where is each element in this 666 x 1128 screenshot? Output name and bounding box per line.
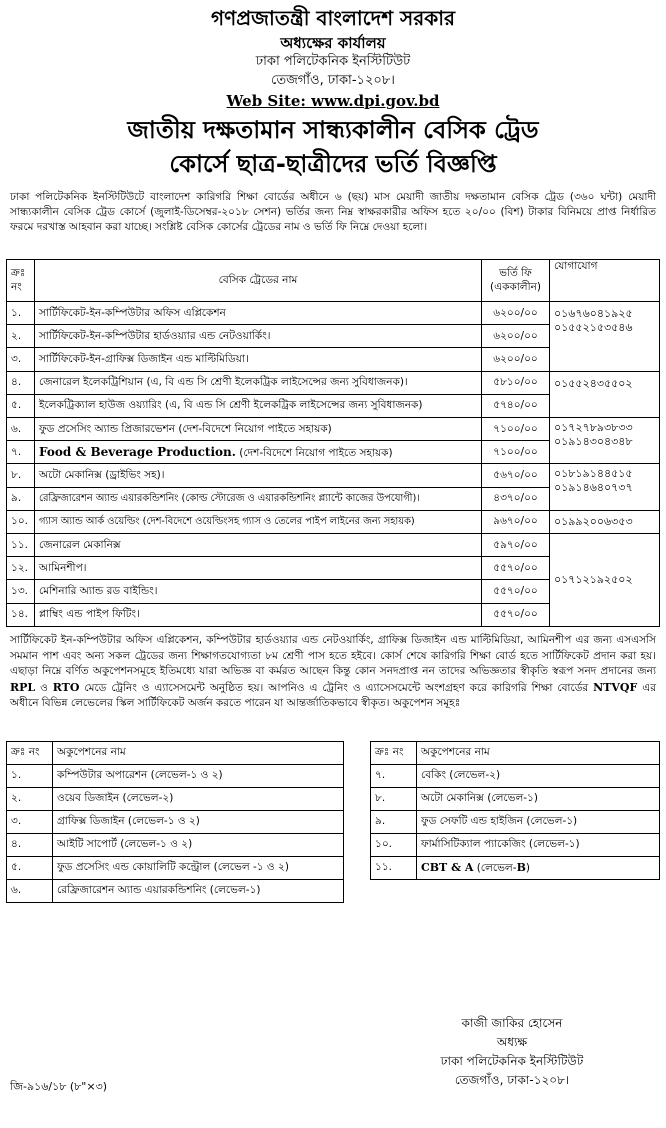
level-letter: B <box>516 860 526 874</box>
occupation-serial: ৫. <box>7 857 53 880</box>
signatory-designation: অধ্যক্ষ <box>496 1035 528 1049</box>
occupation-name: গ্রাফিক্স ডিজাইন (লেভেল-১ ও ২) <box>53 811 344 834</box>
row-serial: ১৩. <box>7 580 35 603</box>
table-row <box>371 788 660 811</box>
notice-title-line2: কোর্সে ছাত্র-ছাত্রীদের ভর্তি বিজ্ঞপ্তি <box>169 150 497 178</box>
row-serial: ১১. <box>7 534 35 557</box>
occupation-name: রেফ্রিজারেশন অ্যান্ড এয়ারকন্ডিশনিং (লেভেল-১) <box>53 880 344 903</box>
occupations-table-right <box>370 741 660 880</box>
row-trade-name: গ্যাস অ্যান্ড আর্ক ওয়েল্ডিং (দেশ-বিদেশে ওয়েল্ডিংসহ গ্যাস ও তেলের পাইপ লাইনের জন্য সহায়ক) <box>35 510 482 533</box>
table-row <box>371 857 660 880</box>
row-serial: ৪. <box>7 371 35 394</box>
contact-cell: ০১৯৯২০০৬৩৫৩ <box>550 510 660 533</box>
occupation-name: ফার্মাসিটিক্যাল প্যাকেজিং (লেভেল-১) <box>417 834 660 857</box>
header-contact: যোগাযোগ <box>550 260 660 302</box>
table-row <box>371 811 660 834</box>
trades-table <box>6 259 660 627</box>
table-row <box>7 811 344 834</box>
header-fee: ভর্তি ফি (এককালীন) <box>482 260 550 302</box>
paragraph-text: এর অধীনে বিভিন্ন লেভেলের স্কিল সার্টিফিকেট অর্জন করতে পারেন যা আন্তর্জাতিকভাবে স্বীকৃত। অকুপেশন সমূহঃ <box>10 681 656 709</box>
table-row <box>371 834 660 857</box>
table-row <box>7 371 660 394</box>
row-trade-name: প্লাম্বিং এন্ড পাইপ ফিটিং। <box>35 603 482 626</box>
occupation-serial: ৮. <box>371 788 417 811</box>
level-close: ) <box>525 861 530 874</box>
occupation-serial: ৪. <box>7 834 53 857</box>
trade-name-english: Food & Beverage Production. <box>39 444 236 459</box>
row-fee: ৭১০০/০০ <box>482 418 550 441</box>
office-name: অধ্যক্ষের কার্যালয় <box>280 34 386 52</box>
header-serial: ক্রঃ নং <box>371 742 417 765</box>
row-serial: ১. <box>7 302 35 325</box>
header-occupation-name: অকুপেশনের নাম <box>417 742 660 765</box>
occupation-name: ফুড সেফটি এন্ড হাইজিন (লেভেল-১) <box>417 811 660 834</box>
occupation-serial: ৯. <box>371 811 417 834</box>
contact-cell: ০১৬৭৬০৪১৯২৫ ০১৫৫২১৫৩৫৪৬ <box>550 302 660 372</box>
row-trade-name: মেশিনারি অ্যান্ড রড বাইন্ডিং। <box>35 580 482 603</box>
occupations-left <box>6 741 344 903</box>
table-row <box>7 534 660 557</box>
occupation-name <box>417 857 660 880</box>
occupation-name: অটো মেকানিক্স (লেভেল-১) <box>417 788 660 811</box>
contact-cell: ০১৭১২১৯২৫০২ <box>550 534 660 627</box>
row-serial: ৩. <box>7 348 35 371</box>
row-serial: ১২. <box>7 557 35 580</box>
occupation-name: বেকিং (লেভেল-২) <box>417 765 660 788</box>
paragraph-text: সার্টিফিকেট ইন-কম্পিউটার অফিস এপ্লিকেশন, কম্পিউটার হার্ডওয়্যার এন্ড নেটওয়ার্কিং, গ্রাফিক্স ডিজাইন এন্ড মাল্টিমিডিয়া, আমিনশীপ এর জন্য এসএসসি সমমান পাশ এবং অন্য সকল ট্রেডের জন্য শিক্ষাগতযোগ্যতা ৮ম শ্রেণী পাস হতে হইবে। কোর্স শেষে কারিগরি শিক্ষা বোর্ড হতে সার্টিফিকেট প্রদান করা হয়। এছাড়া নিম্নে বর্ণিত অকুপেশনসমূহে ইতিমধ্যে যারা অভিজ্ঞ বা কর্মরত আছেন কিন্তু কোন সনদপ্রাপ্ত নন তাদের অভিজ্ঞতার স্বীকৃতি স্বরূপ সনদ প্রদানের জন্য <box>10 634 656 677</box>
row-trade-name: ইলেকট্রিক্যাল হাউজ ওয়্যারিং (এ, বি এন্ড সি শ্রেণী ইলেকট্রিক লাইসেন্সের জন্য সুবিধাজনক) <box>35 394 482 417</box>
row-serial: ১৪. <box>7 603 35 626</box>
header-serial: ক্রঃ নং <box>7 260 35 302</box>
row-fee: ৫৬৭০/০০ <box>482 464 550 487</box>
paragraph-text: ও <box>35 681 53 694</box>
table-row <box>7 302 660 325</box>
row-fee: ৫৮১০/০০ <box>482 371 550 394</box>
row-fee: ৫৫৭০/০০ <box>482 580 550 603</box>
row-serial: ৫. <box>7 394 35 417</box>
row-serial: ৬. <box>7 418 35 441</box>
header-serial: ক্রঃ নং <box>7 742 53 765</box>
row-trade-name: আমিনশীপ। <box>35 557 482 580</box>
row-fee: ৫৯৭০/০০ <box>482 534 550 557</box>
row-trade-name: ফুড প্রসেসিং অ্যান্ড প্রিজারভেশন (দেশ-বিদেশে নিয়োগ পাইতে সহায়ক) <box>35 418 482 441</box>
row-fee: ৯৬৭০/০০ <box>482 510 550 533</box>
occupations-header-row <box>371 742 660 765</box>
row-fee: ৫৫৭০/০০ <box>482 603 550 626</box>
signature-block <box>382 1014 642 1090</box>
occupation-serial: ২. <box>7 788 53 811</box>
contact-cell: ০১৫৫২৪৩৫৫০২ <box>550 371 660 417</box>
occupation-name: ফুড প্রসেসিং এন্ড কোয়ালিটি কন্ট্রোল (লেভেল -১ ও ২) <box>53 857 344 880</box>
row-serial: ১০. <box>7 510 35 533</box>
level-text: (লেভেল- <box>473 861 517 874</box>
signatory-address: তেজগাঁও, ঢাকা-১২০৮। <box>454 1073 570 1087</box>
occupation-serial: ১. <box>7 765 53 788</box>
cbt-label: CBT & A <box>421 860 474 874</box>
notice-title-line1: জাতীয় দক্ষতামান সান্ধ্যকালীন বেসিক ট্রেড <box>127 116 539 144</box>
table-row <box>7 418 660 441</box>
row-serial: ৮. <box>7 464 35 487</box>
header-trade-name: বেসিক ট্রেডের নাম <box>35 260 482 302</box>
contact-cell: ০১৭২৭৮৯৩৮৩৩ ০১৯১৪৩০৪৩৪৮ <box>550 418 660 464</box>
row-trade-name: জেনারেল ইলেকট্রিশিয়ান (এ, বি এন্ড সি শ্রেণী ইলেকট্রিক লাইসেন্সের জন্য সুবিধাজনক)। <box>35 371 482 394</box>
occupation-name: কম্পিউটার অপারেশন (লেভেল-১ ও ২) <box>53 765 344 788</box>
occupation-name: ওয়েব ডিজাইন (লেভেল-২) <box>53 788 344 811</box>
eligibility-paragraph <box>6 627 660 737</box>
row-serial: ২. <box>7 325 35 348</box>
ad-code: জি-৯১৬/১৮ (৮"×৩) <box>10 1080 108 1093</box>
row-trade-name: সার্টিফিকেট-ইন-গ্রাফিক্স ডিজাইন এন্ড মাল্টিমিডিয়া। <box>35 348 482 371</box>
trade-name-note: (দেশ-বিদেশে নিয়োগ পাইতে সহায়ক) <box>235 446 393 459</box>
intro-paragraph: ঢাকা পলিটেকনিক ইনস্টিটিউটে বাংলাদেশ কারিগরি শিক্ষা বোর্ডের অধীনে ৬ (ছয়) মাস মেয়াদী জাতীয় দক্ষতামান বেসিক ট্রেড (৩৬০ ঘন্টা) মেয়াদী সান্ধ্যকালীন বেসিক ট্রেড কোর্সে (জুলাই-ডিসেম্বর-২০১৮ সেশন) ভর্তির জন্য নিম্ন স্বাক্ষরকারীর অফিস হতে ২০/০০ (বিশ) টাকার বিনিময়ে প্রাপ্ত নির্ধারিত ফরমে দরখাস্ত আহবান করা যাচ্ছে। সংশ্লিষ্ট বেসিক কোর্সের ট্রেডের নাম ও ভর্তি ফি নিম্নে দেওয়া হলো। <box>10 191 656 233</box>
occupation-serial: ১০. <box>371 834 417 857</box>
row-serial: ৭. <box>7 441 35 464</box>
institute-address: তেজগাঁও, ঢাকা-১২০৮। <box>271 73 395 88</box>
row-serial: ৯. <box>7 487 35 510</box>
rto-label: RTO <box>52 680 80 694</box>
signatory-name: কাজী জাকির হোসেন <box>461 1016 563 1030</box>
occupation-serial: ১১. <box>371 857 417 880</box>
government-name: গণপ্রজাতন্ত্রী বাংলাদেশ সরকার <box>211 6 455 30</box>
row-fee: ৫৭৪০/০০ <box>482 394 550 417</box>
row-fee: ৫৫৭০/০০ <box>482 557 550 580</box>
occupation-serial: ৬. <box>7 880 53 903</box>
row-trade-name: সার্টিফিকেট-ইন-কম্পিউটার হার্ডওয়্যার এন্ড নেটওয়ার্কিং। <box>35 325 482 348</box>
table-row <box>7 788 344 811</box>
row-trade-name: অটো মেকানিক্স (ড্রাইভিং সহ)। <box>35 464 482 487</box>
contact-cell: ০১৮১৯১৪৪৫১৫ ০১৯১৪৬৪০৭৩৭ <box>550 464 660 510</box>
occupation-serial: ৭. <box>371 765 417 788</box>
row-fee: ৪৩৭০/০০ <box>482 487 550 510</box>
paragraph-text: মেডে ট্রেনিং ও এ্যাসেসমেন্ট অনুষ্ঠিত হয়। আপনিও এ ট্রেনিং ও এ্যাসেসমেন্টে অংশগ্রহণ করে কারিগরি শিক্ষা বোর্ডের <box>79 681 594 694</box>
table-row <box>7 857 344 880</box>
table-row <box>7 510 660 533</box>
table-row <box>371 765 660 788</box>
table-row <box>7 464 660 487</box>
row-trade-name: রেফ্রিজারেশন অ্যান্ড এয়ারকন্ডিশনিং (কোল্ড স্টোরেজ ও এয়ারকন্ডিশনিং প্ল্যান্টে কাজের উপযোগী)। <box>35 487 482 510</box>
row-fee: ৬২০০/০০ <box>482 348 550 371</box>
ntvqf-label: NTVQF <box>593 680 638 694</box>
occupation-serial: ৩. <box>7 811 53 834</box>
row-trade-name <box>35 441 482 464</box>
row-trade-name: জেনারেল মেকানিক্স <box>35 534 482 557</box>
occupations-right <box>370 741 660 903</box>
table-row <box>7 834 344 857</box>
table-header-row <box>7 260 660 302</box>
table-row <box>7 765 344 788</box>
occupations-header-row <box>7 742 344 765</box>
rpl-label: RPL <box>10 680 36 694</box>
website-link[interactable]: Web Site: www.dpi.gov.bd <box>226 92 440 110</box>
row-fee: ৭১০০/০০ <box>482 441 550 464</box>
occupations-section <box>6 737 660 903</box>
institute-name: ঢাকা পলিটেকনিক ইনস্টিটিউট <box>255 54 411 69</box>
table-row <box>7 880 344 903</box>
row-trade-name: সার্টিফিকেট-ইন-কম্পিউটার অফিস এপ্লিকেশন <box>35 302 482 325</box>
occupation-name: আইটি সাপোর্ট (লেভেল-১ ও ২) <box>53 834 344 857</box>
signatory-institute: ঢাকা পলিটেকনিক ইনস্টিটিউট <box>440 1054 584 1068</box>
occupations-table-left <box>6 741 344 903</box>
row-fee: ৬২০০/০০ <box>482 302 550 325</box>
row-fee: ৬২০০/০০ <box>482 325 550 348</box>
header <box>6 0 660 185</box>
header-occupation-name: অকুপেশনের নাম <box>53 742 344 765</box>
